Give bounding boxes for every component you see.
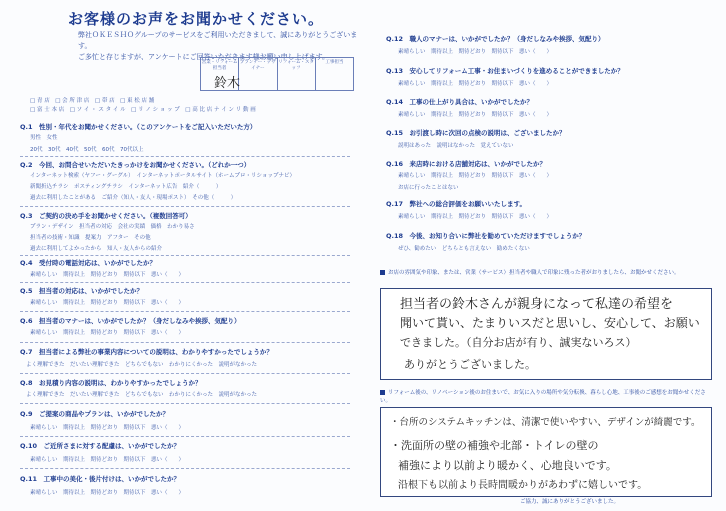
q1-options-b[interactable]: 20代 30代 40代 50代 60代 70代以上 xyxy=(30,147,144,153)
store-checkboxes xyxy=(30,97,350,115)
question-1: Q.1 性別・年代をお聞かせください。（このアンケートをご記入いただいた方） xyxy=(20,123,257,131)
comment1-label-text: お店の雰囲気や印象、または、営業（サービス）担当者や職人で印象に残った者がおりましたら、お聞かせください。 xyxy=(388,270,680,276)
question-7: Q.7 担当者による弊社の事業内容についての説明は、わかりやすかったでしょうか？ xyxy=(20,348,273,356)
comment2-label-text: リフォーム後の、リノベーション後のお住まいで、お気に入りの場所や気分転換、暮らし心地、工事後のご感想をお聞かせください。 xyxy=(380,390,706,404)
comment1-line-3: できました。（自分お店が有り、誠実ないろス） xyxy=(400,336,637,349)
question-13: Q.13 安心してリフォーム工事・お住まいづくりを進めることができましたか？ xyxy=(386,67,624,75)
divider xyxy=(20,282,350,283)
bullet-icon xyxy=(380,270,385,275)
question-6: Q.6 担当者のマナーは、いかがでしたか？（身だしなみや挨拶、気配り） xyxy=(20,317,241,325)
q16-no-visit-option[interactable]: お店に行ったことはない xyxy=(398,185,459,191)
q8-options[interactable]: よく理解できた だいたい理解できた どちらでもない わかりにくかった 説明がなかった xyxy=(26,392,257,398)
divider xyxy=(20,156,350,157)
staff-col: 工事担当 xyxy=(325,60,344,65)
staff-col: プランナー・デザイナー xyxy=(239,58,277,90)
question-5: Q.5 担当者の対応は、いかがでしたか？ xyxy=(20,287,144,295)
q16-options[interactable]: 素晴らしい 期待以上 期待どおり 期待以下 悪い（ ） xyxy=(398,173,553,179)
question-14: Q.14 工事の仕上がり具合は、いかがでしたか？ xyxy=(386,98,534,106)
q2-options-b[interactable]: 新聞折込チラシ ポスティングチラシ インターネット広告 紹介（ ） xyxy=(30,184,222,190)
staff-signature: 鈴木 xyxy=(214,76,241,91)
comment1-line-2: 聞いて貰い、たまりいスだと思いし、安心して、お願い xyxy=(400,316,700,330)
question-10: Q.10 ご近所さまに対する配慮は、いかがでしたか？ xyxy=(20,442,181,450)
question-9: Q.9 ご提案の商品やプランは、いかがでしたか？ xyxy=(20,410,170,418)
question-18: Q.18 今後、お知り合いに弊社を勧めていただけますでしょうか？ xyxy=(386,232,586,240)
intro-line-2: ご多忙と存じますが、アンケートにご回答いただきます様お願い申し上げます。 xyxy=(78,53,330,61)
comment1-line-1: 担当者の鈴木さんが親身になって私達の希望を xyxy=(400,297,674,312)
staff-col: リフォーム・スタッフ xyxy=(278,58,316,90)
question-16: Q.16 来店時における店舗対応は、いかがでしたか？ xyxy=(386,160,547,168)
store-line-1: □ 青 店 □ 会 所 津 店 □ 帯 店 □ 東 松 店 舗 xyxy=(30,98,155,104)
q3-options-a[interactable]: プラン・デザイン 担当者の対応 会社の実績 価格 わかり易さ xyxy=(30,224,195,230)
question-17: Q.17 弊社への総合評価をお願いいたします。 xyxy=(386,200,527,208)
divider xyxy=(20,468,350,469)
divider xyxy=(20,403,350,404)
q14-options[interactable]: 素晴らしい 期待以上 期待どおり 期待以下 悪い（ ） xyxy=(398,112,553,118)
comment1-line-4: ありがとうございました。 xyxy=(404,358,536,371)
q5-options[interactable]: 素晴らしい 期待以上 期待どおり 期待以下 悪い（ ） xyxy=(30,300,185,306)
q15-options[interactable]: 説明はあった 説明はなかった 覚えていない xyxy=(398,143,514,149)
intro-line-1: 弊社ＯＫＥＳＨＯグループのサービスをご利用いただきまして、誠にありがとうございます。 xyxy=(78,31,358,50)
q13-options[interactable]: 素晴らしい 期待以上 期待どおり 期待以下 悪い（ ） xyxy=(398,81,553,87)
divider xyxy=(20,342,350,343)
q9-options[interactable]: 素晴らしい 期待以上 期待どおり 期待以下 悪い（ ） xyxy=(30,425,185,431)
q3-options-c[interactable]: 過去に利用してよかったから 知人・友人からの紹介 xyxy=(30,246,163,252)
page-title: お客様のお声をお聞かせください。 xyxy=(68,10,325,28)
question-12: Q.12 職人のマナーは、いかがでしたか？（身だしなみや挨拶、気配り） xyxy=(386,35,605,43)
store-line-2: □ 富 士 本 店 □ ソ イ ・ ス タ イ ル □ リ ノ シ ョ ッ プ □ 高 比 店 ナ イ ン リ 動 画 xyxy=(30,107,256,113)
divider xyxy=(20,436,350,437)
q2-options-a[interactable]: インターネット検索（ヤフー・グーグル） インターネットポータルサイト（ホームプロ・リショップナビ） xyxy=(30,173,295,179)
question-2: Q.2 今回、お問合せいただいたきっかけをお聞かせください。（どれか一つ） xyxy=(20,161,251,169)
q3-options-b[interactable]: 担当者の技術・知識 提案力 アフター その他 xyxy=(30,235,151,241)
q18-options[interactable]: ぜひ、勧めたい どちらとも言えない 勧めたくない xyxy=(398,246,530,252)
comment2-line-4: 沿根下も以前より長時間暖かりがあわずに嬉しいです。 xyxy=(398,480,648,491)
question-3: Q.3 ご契約の決め手をお聞かせください。（複数回答可） xyxy=(20,212,192,220)
q17-options[interactable]: 素晴らしい 期待以上 期待どおり 期待以下 悪い（ ） xyxy=(398,214,553,220)
comment2-label xyxy=(380,389,710,405)
divider xyxy=(20,206,350,207)
comment2-line-2: ・洗面所の壁の補強や北部・トイレの壁の xyxy=(390,439,599,452)
q10-options[interactable]: 素晴らしい 期待以上 期待どおり 期待以下 悪い（ ） xyxy=(30,457,185,463)
question-11: Q.11 工事中の美化・後片付けは、いかがでしたか？ xyxy=(20,475,181,483)
comment2-line-1: ・台所のシステムキッチンは、清潔で使いやすい、デザインが綺麗です。 xyxy=(390,417,701,428)
staff-col: 営業・リフォーム担当者 xyxy=(201,58,239,90)
divider xyxy=(20,373,350,374)
question-8: Q.8 お見積り内容の説明は、わかりやすかったでしょうか？ xyxy=(20,379,202,387)
q7-options[interactable]: よく理解できた だいたい理解できた どちらでもない わかりにくかった 説明がなかった xyxy=(26,362,257,368)
comment2-line-3: 補強により以前より暖かく、心地良いです。 xyxy=(398,459,617,472)
divider xyxy=(20,311,350,312)
question-4: Q.4 受付時の電話対応は、いかがでしたか？ xyxy=(20,259,157,267)
q1-options-a[interactable]: 男性 女性 xyxy=(30,135,58,141)
q11-options[interactable]: 素晴らしい 期待以上 期待どおり 期待以下 悪い（ ） xyxy=(30,490,185,496)
q4-options[interactable]: 素晴らしい 期待以上 期待どおり 期待以下 悪い（ ） xyxy=(30,272,185,278)
thanks-footer: ご協力、誠にありがとうございました。 xyxy=(520,499,620,505)
bullet-icon xyxy=(380,390,385,395)
q2-options-c[interactable]: 過去に利用したことがある ご紹介（知人・友人・現場ポスト） その他（ ） xyxy=(30,195,237,201)
divider xyxy=(20,255,350,256)
q6-options[interactable]: 素晴らしい 期待以上 期待どおり 期待以下 悪い（ ） xyxy=(30,330,185,336)
q12-options[interactable]: 素晴らしい 期待以上 期待どおり 期待以下 悪い（ ） xyxy=(398,49,553,55)
question-15: Q.15 お引渡し時に次回の点検の説明は、ございましたか？ xyxy=(386,129,566,137)
comment1-label xyxy=(380,269,710,277)
